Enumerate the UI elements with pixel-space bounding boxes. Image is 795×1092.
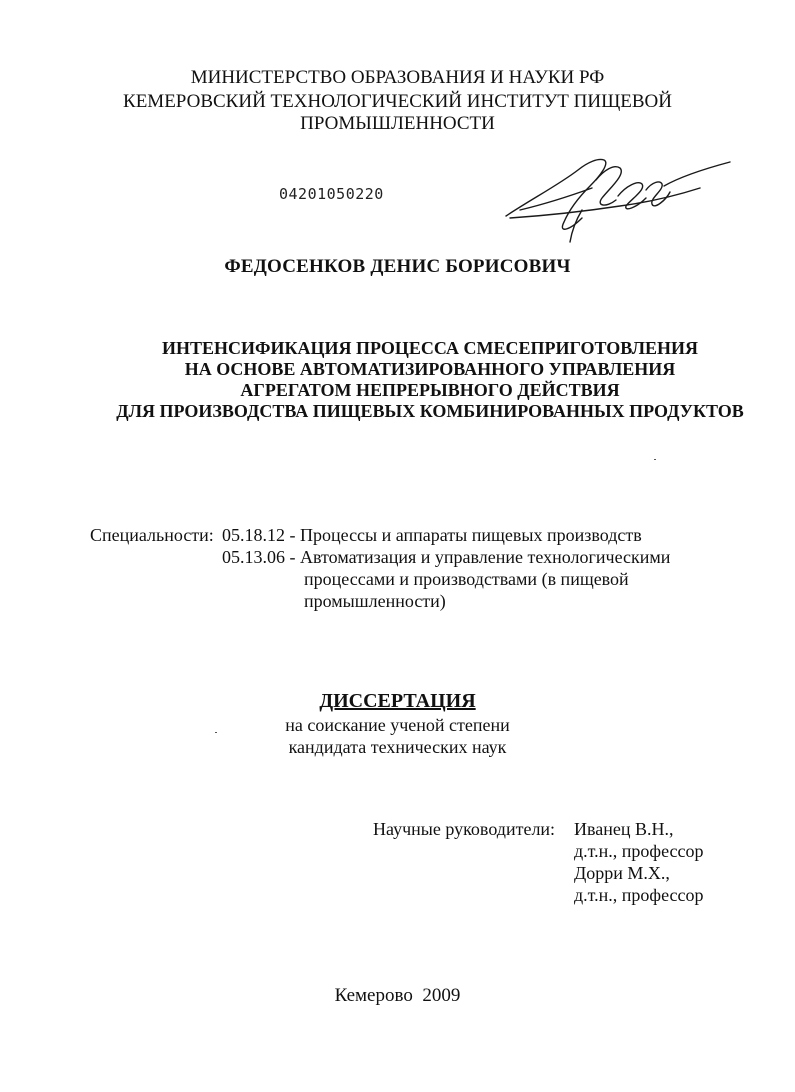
degree-line: кандидата технических наук [288,737,507,757]
specialty-item-cont: промышленности) [304,591,446,611]
signature-stroke [646,182,670,206]
specialty-item-cont: процессами и производствами (в пищевой [304,569,629,589]
scan-speck [654,459,656,460]
institute-line: КЕМЕРОВСКИЙ ТЕХНОЛОГИЧЕСКИЙ ИНСТИТУТ ПИЩЕВОЙ [123,91,672,112]
supervisor-title: д.т.н., профессор [574,841,704,861]
signature-stroke [506,159,606,229]
author-name: ФЕДОСЕНКОВ ДЕНИС БОРИСОВИЧ [224,256,571,277]
signature-stroke [596,167,621,205]
ministry-line: МИНИСТЕРСТВО ОБРАЗОВАНИЯ И НАУКИ РФ [190,67,605,88]
signature-stroke [664,162,730,186]
title-line: НА ОСНОВЕ АВТОМАТИЗИРОВАННОГО УПРАВЛЕНИЯ [184,359,676,379]
supervisor-name: Иванец В.Н., [574,819,674,839]
dissertation-heading: ДИССЕРТАЦИЯ [319,690,476,712]
title-line: ДЛЯ ПРОИЗВОДСТВА ПИЩЕВЫХ КОМБИНИРОВАННЫХ ПРОДУКТОВ [116,401,744,421]
specialty-item: 05.18.12 - Процессы и аппараты пищевых производств [222,525,642,545]
supervisor-title: д.т.н., профессор [574,885,704,905]
signature-stroke [520,188,592,210]
document-code: 04201050220 [279,185,384,203]
title-line: ИНТЕНСИФИКАЦИЯ ПРОЦЕССА СМЕСЕПРИГОТОВЛЕНИЯ [161,338,699,358]
specialty-item: 05.13.06 - Автоматизация и управление технологическими [222,547,671,567]
supervisor-name: Дорри М.Х., [574,863,670,883]
degree-line: на соискание ученой степени [285,715,510,735]
title-line: АГРЕГАТОМ НЕПРЕРЫВНОГО ДЕЙСТВИЯ [240,380,620,400]
specialties-label: Специальности: [90,525,214,545]
institute-line-cont: ПРОМЫШЛЕННОСТИ [300,113,495,134]
supervisors-label: Научные руководители: [373,819,556,839]
signature-stroke [510,188,700,218]
city-year: Кемерово 2009 [334,985,461,1006]
signature-image [500,150,740,250]
